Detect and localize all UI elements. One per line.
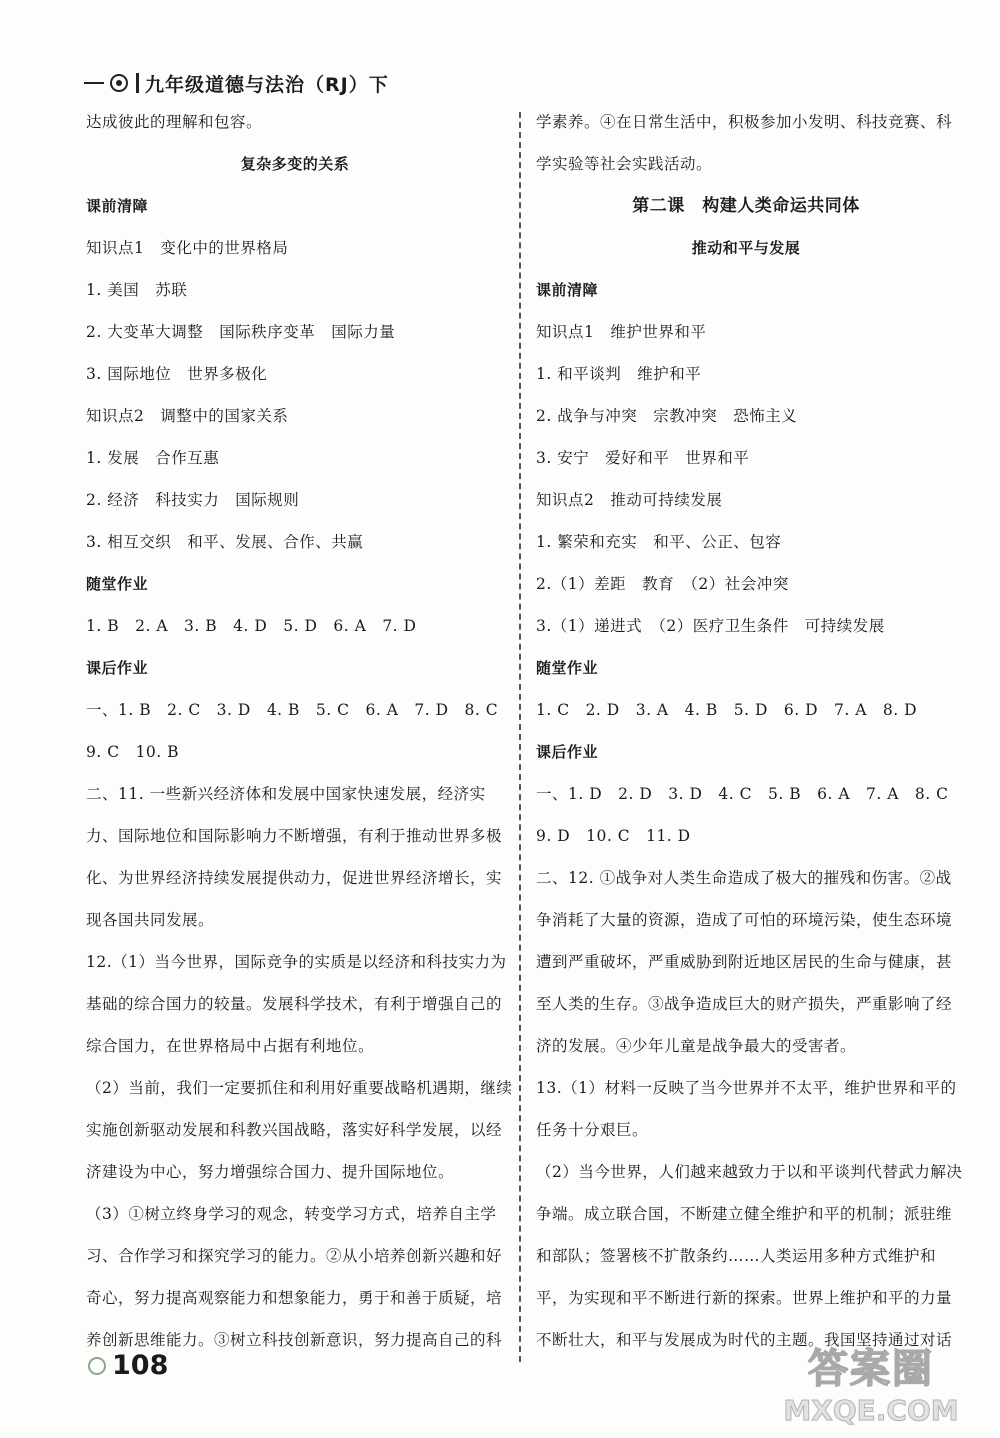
text-line: 争端。成立联合国，不断建立健全维护和平的机制；派驻维 [536,1205,953,1223]
text-line: 知识点2 调整中的国家关系 [86,407,289,425]
text-line: （3）①树立终身学习的观念，转变学习方式，培养自主学 [86,1205,497,1223]
text-line: 一、1. D 2. D 3. D 4. C 5. B 6. A 7. A 8. C [536,785,949,803]
text-line: 知识点2 推动可持续发展 [536,491,723,509]
text-line: 3. 相互交织 和平、发展、合作、共赢 [86,533,364,551]
text-line: 2. 经济 科技实力 国际规则 [86,491,300,509]
text-line: 化、为世界经济持续发展提供动力，促进世界经济增长，实 [86,869,503,887]
right-column [536,112,963,1372]
text-line: 习、合作学习和探究学习的能力。②从小培养创新兴趣和好 [86,1247,503,1265]
header-rule [84,82,104,84]
text-line: 学实验等社会实践活动。 [536,155,713,173]
text-line: 2. 战争与冲突 宗教冲突 恐怖主义 [536,407,798,425]
text-line: 1. 美国 苏联 [86,281,188,299]
text-line: 2.（1）差距 教育 （2）社会冲突 [536,575,789,593]
text-line: 和部队；签署核不扩散条约……人类运用多种方式维护和 [536,1247,937,1265]
text-line: 奇心，努力提高观察能力和想象能力，勇于和善于质疑，培 [86,1289,503,1307]
text-line: 知识点1 变化中的世界格局 [86,239,289,257]
text-line: 13.（1）材料一反映了当今世界并不太平，维护世界和平的 [536,1079,957,1097]
text-line: 综合国力，在世界格局中占据有利地位。 [86,1037,375,1055]
text-line: 知识点1 维护世界和平 [536,323,707,341]
text-line: 1. C 2. D 3. A 4. B 5. D 6. D 7. A 8. D [536,701,918,719]
text-line: 现各国共同发展。 [86,911,215,929]
watermark-url: MXQE.COM [783,1394,959,1427]
text-line: 2. 大变革大调整 国际秩序变革 国际力量 [86,323,396,341]
header-title: 九年级道德与法治（RJ）下 [145,73,389,96]
lesson-title: 第二课 构建人类命运共同体 [632,196,860,216]
text-line: 平，为实现和平不断进行新的探索。世界上维护和平的力量 [536,1289,953,1307]
text-line: 学素养。④在日常生活中，积极参加小发明、科技竞赛、科 [536,113,953,131]
subheading: 课后作业 [86,659,149,677]
text-line: 基础的综合国力的较量。发展科学技术，有利于增强自己的 [86,995,503,1013]
subheading: 随堂作业 [86,575,149,593]
text-line: （2）当前，我们一定要抓住和利用好重要战略机遇期，继续 [86,1079,513,1097]
text-line: 济的发展。④少年儿童是战争最大的受害者。 [536,1037,857,1055]
text-line: 任务十分艰巨。 [536,1121,649,1139]
page-number [88,1350,168,1381]
watermark-logo: 答案圈 [808,1346,934,1392]
text-line: （2）当今世界，人们越来越致力于以和平谈判代替武力解决 [536,1163,963,1181]
text-line: 12.（1）当今世界，国际竞争的实质是以经济和科技实力为 [86,953,507,971]
subheading: 随堂作业 [536,659,599,677]
text-line: 一、1. B 2. C 3. D 4. B 5. C 6. A 7. D 8. C [86,701,499,719]
text-line: 1. 和平谈判 维护和平 [536,365,702,383]
subheading: 课前清障 [536,281,599,299]
text-line: 至人类的生存。③战争造成巨大的财产损失，严重影响了经 [536,995,953,1013]
subheading: 课前清障 [86,197,149,215]
page-number-text: 108 [112,1350,169,1381]
text-line: 二、12. ①战争对人类生命造成了极大的摧残和伤害。②战 [536,869,952,887]
left-column [86,112,513,1372]
text-line: 达成彼此的理解和包容。 [86,113,263,131]
text-line: 3.（1）递进式 （2）医疗卫生条件 可持续发展 [536,617,885,635]
text-line: 9. C 10. B [86,743,180,761]
page-number-ornament-icon [88,1357,106,1375]
section-title: 复杂多变的关系 [240,155,350,173]
subheading: 课后作业 [536,743,599,761]
book-logo-icon [110,74,128,92]
text-line: 济建设为中心，努力增强综合国力、提升国际地位。 [86,1163,455,1181]
text-line: 3. 安宁 爱好和平 世界和平 [536,449,750,467]
text-line: 9. D 10. C 11. D [536,827,691,845]
column-divider [519,112,521,1362]
text-line: 二、11. 一些新兴经济体和发展中国家快速发展，经济实 [86,785,486,803]
text-line: 1. B 2. A 3. B 4. D 5. D 6. A 7. D [86,617,417,635]
text-line: 不断壮大，和平与发展成为时代的主题。我国坚持通过对话 [536,1331,953,1349]
text-line: 1. 繁荣和充实 和平、公正、包容 [536,533,782,551]
watermark [756,1338,986,1426]
text-line: 1. 发展 合作互惠 [86,449,220,467]
text-line: 实施创新驱动发展和科教兴国战略，落实好科学发展，以经 [86,1121,503,1139]
header-bar [136,73,139,93]
text-line: 遭到严重破坏，严重威胁到附近地区居民的生命与健康，甚 [536,953,953,971]
text-line: 力、国际地位和国际影响力不断增强，有利于推动世界多极 [86,827,503,845]
text-line: 争消耗了大量的资源，造成了可怕的环境污染，使生态环境 [536,911,953,929]
text-line: 3. 国际地位 世界多极化 [86,365,268,383]
page-header [84,68,389,98]
section-title: 推动和平与发展 [691,239,801,257]
text-line: 养创新思维能力。③树立科技创新意识，努力提高自己的科 [86,1331,503,1349]
